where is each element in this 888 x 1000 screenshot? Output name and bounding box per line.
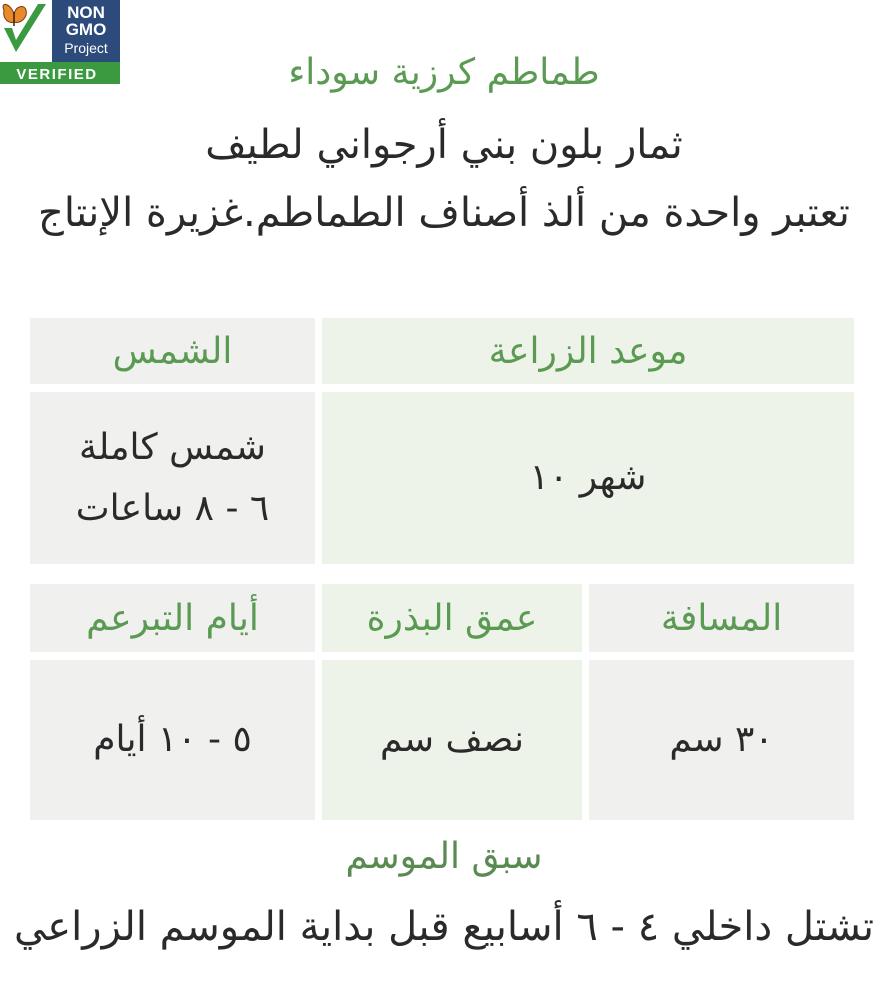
product-description-line2: تعتبر واحدة من ألذ أصناف الطماطم.غزيرة الإنتاج xyxy=(38,190,850,236)
logo-verified-text: VERIFIED xyxy=(16,66,98,83)
sun-value-line2: ٦ - ٨ ساعات xyxy=(75,488,270,529)
product-title: طماطم كرزية سوداء xyxy=(288,52,600,93)
spacing-value: ٣٠ سم xyxy=(589,660,854,820)
planting-time-value: شهر ١٠ xyxy=(322,392,854,564)
sun-header: الشمس xyxy=(30,318,315,384)
logo-gmo-text: GMO xyxy=(65,20,107,39)
logo-project-text: Project xyxy=(64,40,108,56)
season-label: سبق الموسم xyxy=(345,836,543,877)
season-text: تشتل داخلي ٤ - ٦ أسابيع قبل بداية الموسم الزراعي xyxy=(13,904,875,950)
planting-time-header: موعد الزراعة xyxy=(322,318,854,384)
sun-value xyxy=(30,392,315,564)
spacing-header: المسافة xyxy=(589,584,854,652)
seed-depth-value: نصف سم xyxy=(322,660,582,820)
seed-depth-header: عمق البذرة xyxy=(322,584,582,652)
germination-days-value: ٥ - ١٠ أيام xyxy=(30,660,315,820)
product-description-line1: ثمار بلون بني أرجواني لطيف xyxy=(205,122,683,168)
germination-days-header: أيام التبرعم xyxy=(30,584,315,652)
sun-value-line1: شمس كاملة xyxy=(79,426,266,468)
logo-non-text: NON xyxy=(67,3,105,22)
